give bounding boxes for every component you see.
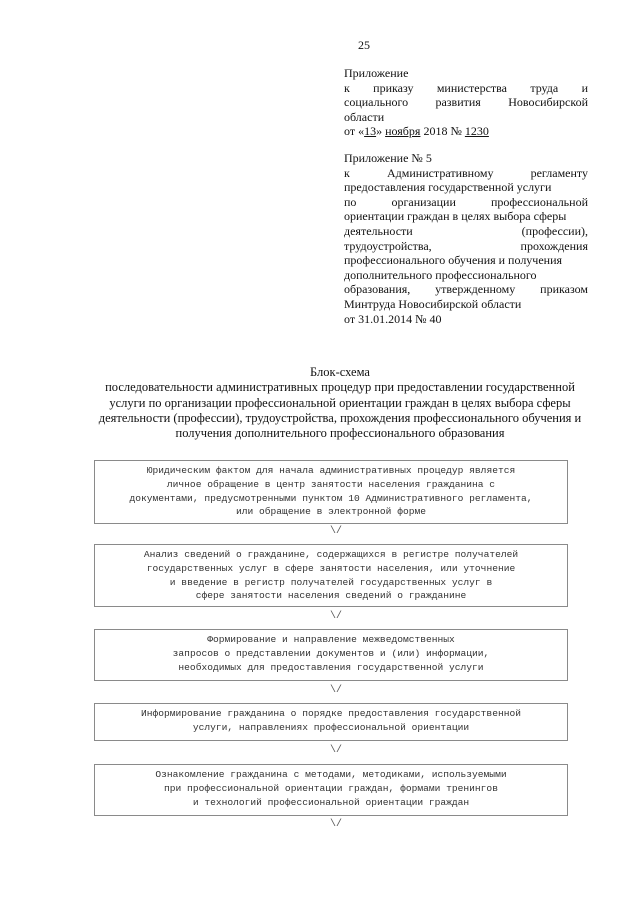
flow-step-line: или обращение в электронной форме [236, 506, 426, 518]
flow-step-line: Информирование гражданина о порядке предоставления государственной [141, 708, 521, 719]
scheme-heading [90, 365, 590, 441]
date-month: ноября [385, 124, 421, 139]
flow-step-line: документами, предусмотренными пунктом 10 Административного регламента, [129, 492, 533, 504]
flow-step-5 [94, 764, 568, 816]
date-day-suffix: » [376, 124, 383, 139]
scheme-subtitle-line: получения дополнительного профессионального образования [175, 426, 505, 441]
scheme-title: Блок-схема [310, 365, 370, 379]
scheme-subtitle-line: деятельности (профессии), трудоустройства, прохождения профессионального обучения и [98, 410, 582, 425]
appendix-regulation-line: Минтруда Новосибирской области [344, 296, 522, 311]
appendix-regulation-line: по организации профессиональной [344, 194, 588, 209]
appendix-order-date [344, 124, 588, 139]
order-number: 1230 [464, 124, 489, 139]
appendix-regulation-line: к Административному регламенту [344, 165, 588, 180]
down-arrow-icon: \/ [329, 611, 342, 622]
appendix-regulation-line: профессионального обучения и получения [344, 253, 563, 268]
appendix-regulation-title: Приложение № 5 [344, 151, 432, 165]
flow-step-line: услуги, направлениях профессиональной ориентации [192, 721, 470, 733]
date-day: 13 [364, 124, 377, 139]
flow-step-line: запросов о представлении документов и (или) информации, [172, 647, 490, 659]
flow-step-line: Ознакомление гражданина с методами, методиками, используемыми [155, 769, 507, 780]
appendix-regulation-line: деятельности (профессии), [344, 223, 588, 238]
flow-step-line: и введение в регистр получателей государственных услуг в [169, 576, 493, 588]
flow-step-line: сфере занятости населения сведений о гражданине [195, 590, 467, 602]
date-prefix: от « [344, 124, 365, 139]
flow-step-line: Юридическим фактом для начала административных процедур является [146, 465, 516, 476]
flow-step-line: необходимых для предоставления государственной услуги [178, 661, 484, 673]
appendix-order-line: к приказу министерства труда и [344, 80, 588, 95]
appendix-regulation-line: от 31.01.2014 № 40 [344, 311, 442, 326]
appendix-order-line: области [344, 109, 385, 124]
scheme-subtitle-line: последовательности административных процедур при предоставлении государственной [105, 380, 575, 395]
appendix-regulation-line: предоставления государственной услуги [344, 180, 552, 195]
down-arrow-icon: \/ [329, 745, 342, 756]
flow-step-line: Формирование и направление межведомственных [207, 634, 455, 645]
flow-step-line: личное обращение в центр занятости населения гражданина с [166, 478, 496, 490]
appendix-order-title: Приложение [344, 66, 409, 80]
appendix-regulation-line: образования, утвержденному приказом [344, 282, 588, 297]
flow-step-line: Анализ сведений о гражданине, содержащихся в регистре получателей [143, 549, 519, 560]
appendix-order-block [344, 66, 588, 139]
flow-step-4 [94, 703, 568, 741]
down-arrow-icon: \/ [329, 685, 342, 696]
flow-step-3 [94, 629, 568, 681]
down-arrow-icon: \/ [329, 526, 342, 537]
flow-step-2 [94, 544, 568, 607]
flow-step-line: и технологий профессиональной ориентации граждан [192, 796, 470, 808]
appendix-regulation-line: дополнительного профессионального [344, 267, 537, 282]
appendix-regulation-block [344, 151, 588, 326]
date-year: 2018 № [423, 124, 462, 139]
flow-step-line: государственных услуг в сфере занятости населения, или уточнение [146, 562, 516, 574]
appendix-regulation-line: ориентации граждан в целях выбора сферы [344, 209, 567, 224]
down-arrow-icon: \/ [329, 819, 342, 830]
appendix-regulation-line: трудоустройства, прохождения [344, 238, 588, 253]
appendix-order-line: социального развития Новосибирской [344, 95, 588, 110]
scheme-subtitle-line: услуги по организации профессиональной ориентации граждан в целях выбора сферы [109, 395, 571, 410]
flow-step-1 [94, 460, 568, 524]
page-number: 25 [358, 38, 370, 52]
flow-step-line: при профессиональной ориентации граждан, формами тренингов [164, 782, 498, 794]
